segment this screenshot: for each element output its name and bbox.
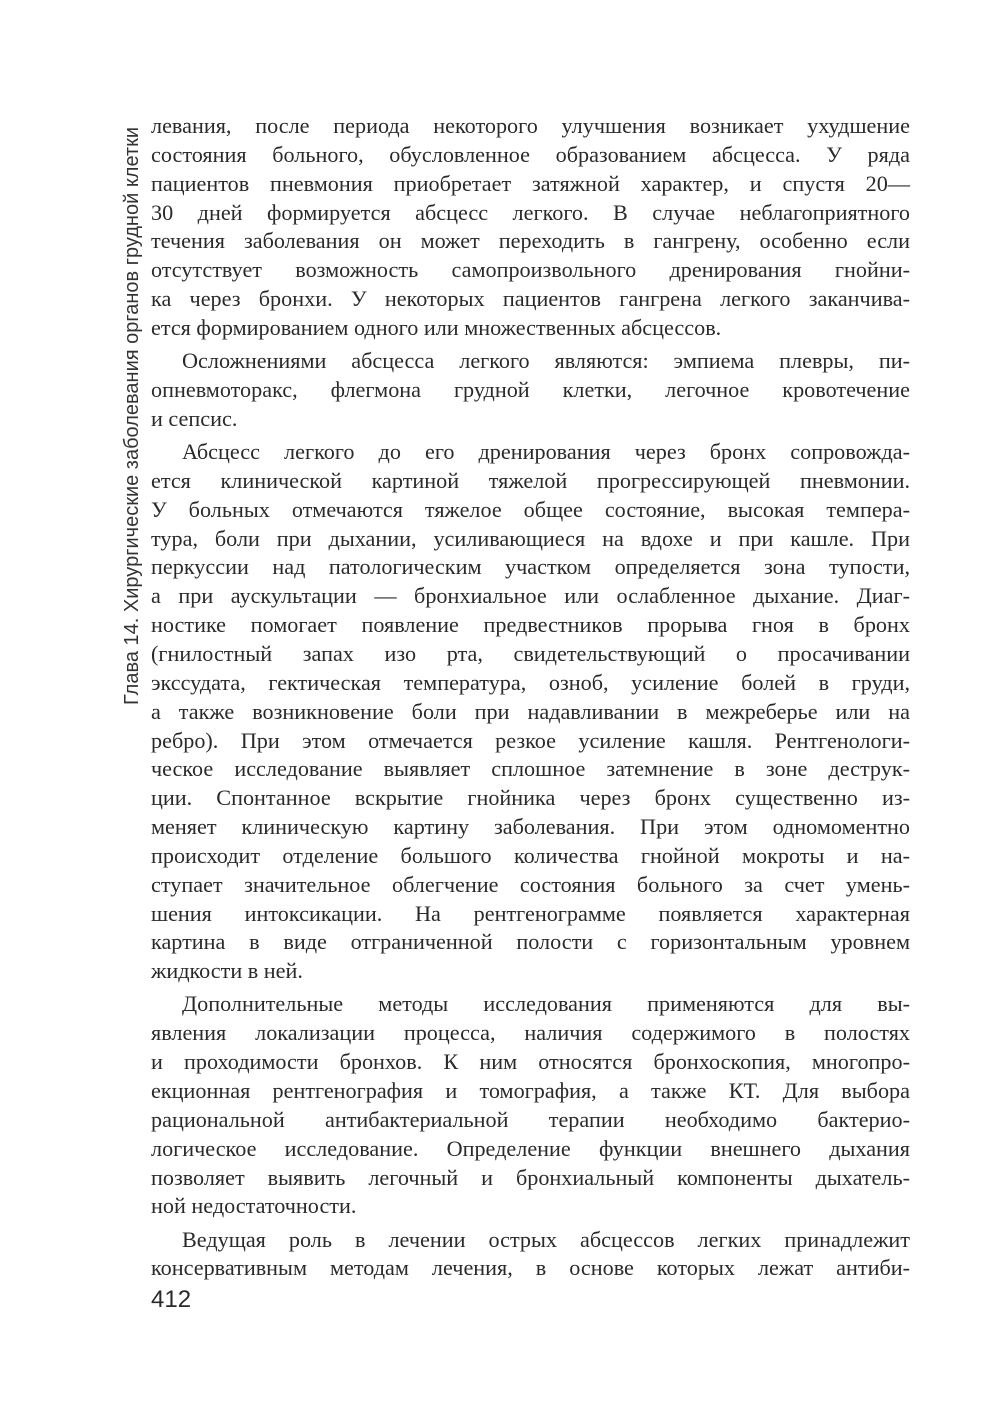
text-line: (гнилостный запах изо рта, свидетельствующий о просачивании	[151, 640, 910, 666]
text-line: перкуссии над патологическим участком определяется зона тупости,	[151, 554, 910, 580]
text-line: и проходимости бронхов. К ним относятся бронхоскопия, многопро-	[151, 1049, 910, 1075]
text-line: ребро). При этом отмечается резкое усиление кашля. Рентгенологи-	[151, 727, 910, 753]
text-line: картина в виде отграниченной полости с горизонтальным уровнем	[151, 929, 910, 955]
text-line: а при аускультации — бронхиальное или ослабленное дыхание. Диаг-	[151, 583, 910, 609]
body-text	[151, 112, 910, 1288]
text-line: позволяет выявить легочный и бронхиальный компоненты дыхатель-	[151, 1164, 910, 1190]
text-line: Абсцесс легкого до его дренирования через бронх сопровожда-	[182, 439, 910, 465]
text-line: Осложнениями абсцесса легкого являются: эмпиема плевры, пи-	[182, 348, 910, 374]
text-line: пациентов пневмония приобретает затяжной характер, и спустя 20—	[151, 170, 910, 196]
text-line: отсутствует возможность самопроизвольного дренирования гнойни-	[151, 257, 910, 283]
text-line: явления локализации процесса, наличия содержимого в полостях	[151, 1020, 910, 1046]
text-line: ческое исследование выявляет сплошное затемнение в зоне деструк-	[151, 756, 910, 782]
paragraph	[151, 347, 910, 434]
text-line: происходит отделение большого количества гнойной мокроты и на-	[151, 842, 910, 868]
text-line: а также возникновение боли при надавливании в межреберье или на	[151, 698, 910, 724]
text-line: 30 дней формируется абсцесс легкого. В случае неблагоприятного	[151, 199, 910, 225]
text-line: ступает значительное облегчение состояния больного за счет умень-	[151, 871, 910, 897]
text-line: ется формированием одного или множественных абсцессов.	[151, 314, 722, 340]
text-line: ции. Спонтанное вскрытие гнойника через бронх существенно из-	[151, 785, 910, 811]
text-line: У больных отмечаются тяжелое общее состояние, высокая темпера-	[151, 496, 910, 522]
text-line: жидкости в ней.	[151, 958, 303, 984]
text-line: Ведущая роль в лечении острых абсцессов легких принадлежит	[182, 1226, 910, 1252]
text-line: опневмоторакс, флегмона грудной клетки, легочное кровотечение	[151, 376, 910, 402]
text-line: рациональной антибактериальной терапии необходимо бактерио-	[151, 1106, 910, 1132]
page-number: 412	[151, 1286, 192, 1313]
text-line: екционная рентгенография и томография, а также КТ. Для выбора	[151, 1078, 910, 1104]
text-line: экссудата, гектическая температура, озноб, усиление болей в груди,	[151, 669, 910, 695]
running-head: Глава 14. Хирургические заболевания органов грудной клетки	[121, 126, 143, 706]
paragraph	[151, 112, 910, 343]
text-line: тура, боли при дыхании, усиливающиеся на вдохе и при кашле. При	[151, 525, 910, 551]
paragraph	[151, 1226, 910, 1284]
text-line: течения заболевания он может переходить в гангрену, особенно если	[151, 228, 910, 254]
text-line: логическое исследование. Определение функции внешнего дыхания	[151, 1135, 910, 1161]
paragraph	[151, 990, 910, 1221]
text-line: консервативным методам лечения, в основе которых лежат антиби-	[151, 1255, 910, 1281]
paragraph	[151, 438, 910, 986]
text-line: меняет клиническую картину заболевания. При этом одномоментно	[151, 814, 910, 840]
text-line: Дополнительные методы исследования применяются для вы-	[182, 991, 910, 1017]
text-line: ной недостаточности.	[151, 1193, 357, 1219]
text-line: ется клинической картиной тяжелой прогрессирующей пневмонии.	[151, 467, 910, 493]
text-line: состояния больного, обусловленное образованием абсцесса. У ряда	[151, 141, 910, 167]
text-line: левания, после периода некоторого улучшения возникает ухудшение	[151, 113, 910, 138]
text-line: шения интоксикации. На рентгенограмме появляется характерная	[151, 900, 910, 926]
text-line: ка через бронхи. У некоторых пациентов гангрена легкого заканчива-	[151, 286, 910, 312]
text-line: ностике помогает появление предвестников прорыва гноя в бронх	[151, 612, 910, 638]
text-line: и сепсис.	[151, 405, 238, 431]
